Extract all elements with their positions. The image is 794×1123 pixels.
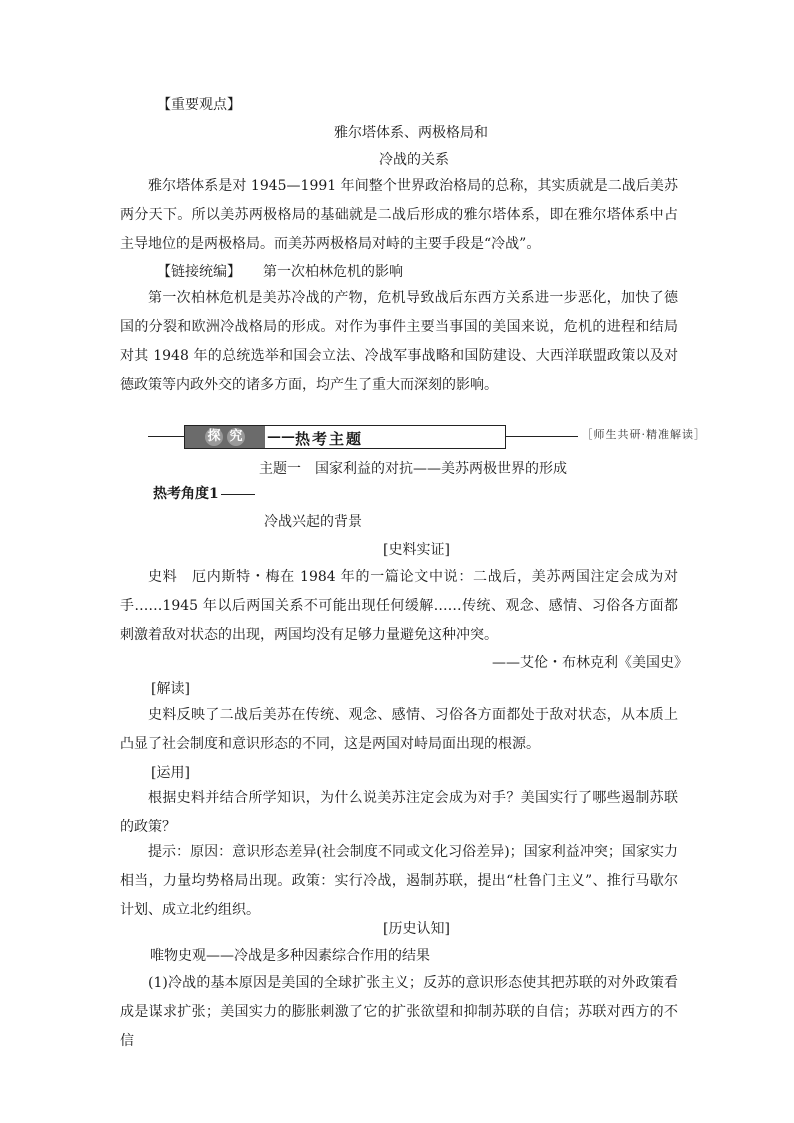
history-heading: [历史认知]	[383, 921, 450, 937]
banner-title: 热考主题	[295, 430, 364, 448]
application-question: 根据史料并结合所学知识，为什么说美苏注定会成为对手？美国实行了哪些遏制苏联的政策？	[120, 790, 678, 835]
badge-char-right: 究	[227, 428, 245, 446]
link-title: 第一次柏林危机的影响	[263, 264, 403, 280]
important-view-heading: 【重要观点】	[157, 97, 241, 113]
banner-right-note: ［师生共研·精准解读］	[578, 426, 711, 442]
evidence-paragraph: 史料 厄内斯特・梅在 1984 年的一篇论文中说：二战后，美苏两国注定会成为对手……1945 年以后两国关系不可能出现任何缓解……传统、观念、感情、习俗各方面都刺激着敌对状态的出现，两国均没有足够力量避免这种冲突。	[120, 569, 678, 643]
banner-tag	[184, 425, 506, 449]
history-subtitle: 唯物史观——冷战是多种因素综合作用的结果	[150, 948, 430, 964]
evidence-source: ——艾伦・布林克利《美国史》	[492, 655, 688, 671]
application-heading: [运用]	[151, 765, 190, 781]
important-view-title-line2: 冷战的关系	[379, 152, 449, 168]
angle-rule	[221, 494, 255, 495]
angle-label-row	[153, 484, 255, 504]
interpretation-paragraph: 史料反映了二战后美苏在传统、观念、感情、习俗各方面都处于敌对状态，从本质上凸显了社会制度和意识形态的不同，这是两国对峙局面出现的根源。	[120, 707, 678, 752]
explore-badge	[185, 426, 265, 448]
link-paragraph: 第一次柏林危机是美苏冷战的产物，危机导致战后东西方关系进一步恶化，加快了德国的分裂和欧洲冷战格局的形成。对作为事件主要当事国的美国来说，危机的进程和结局对其 1948 年的总统选举和国会立法、冷战军事战略和国防建设、大西洋联盟政策以及对德政策等内政外交的诸多方面，均产生了重大而深刻的影响。	[120, 290, 678, 393]
history-paragraph: (1)冷战的基本原因是美国的全球扩张主义；反苏的意识形态使其把苏联的对外政策看成是谋求扩张；美国实力的膨胀刺激了它的扩张欲望和抑制苏联的自信；苏联对西方的不信	[120, 975, 678, 1049]
link-heading-row	[157, 262, 403, 282]
interpretation-heading: [解读]	[151, 681, 190, 697]
angle-label: 热考角度1	[153, 486, 219, 502]
link-heading: 【链接统编】	[157, 264, 241, 280]
banner-dash: ——	[267, 429, 295, 445]
important-view-title-line1: 雅尔塔体系、两极格局和	[334, 125, 488, 141]
angle-title: 冷战兴起的背景	[264, 514, 362, 530]
important-view-paragraph: 雅尔塔体系是对 1945—1991 年间整个世界政治格局的总称，其实质就是二战后美苏两分天下。所以美苏两极格局的基础就是二战后形成的雅尔塔体系，即在雅尔塔体系中占主导地位的是两极格局。而美苏两极格局对峙的主要手段是“冷战”。	[120, 178, 678, 252]
application-hint: 提示：原因：意识形态差异(社会制度不同或文化习俗差异)；国家利益冲突；国家实力相当，力量均势格局出现。政策：实行冷战，遏制苏联，提出“杜鲁门主义”、推行马歇尔计划、成立北约组织。	[120, 844, 678, 918]
hot-topic-banner	[148, 424, 710, 448]
theme-title: 主题一 国家利益的对抗——美苏两极世界的形成	[259, 461, 567, 477]
evidence-heading: [史料实证]	[383, 542, 450, 558]
badge-char-left: 探	[205, 428, 223, 446]
